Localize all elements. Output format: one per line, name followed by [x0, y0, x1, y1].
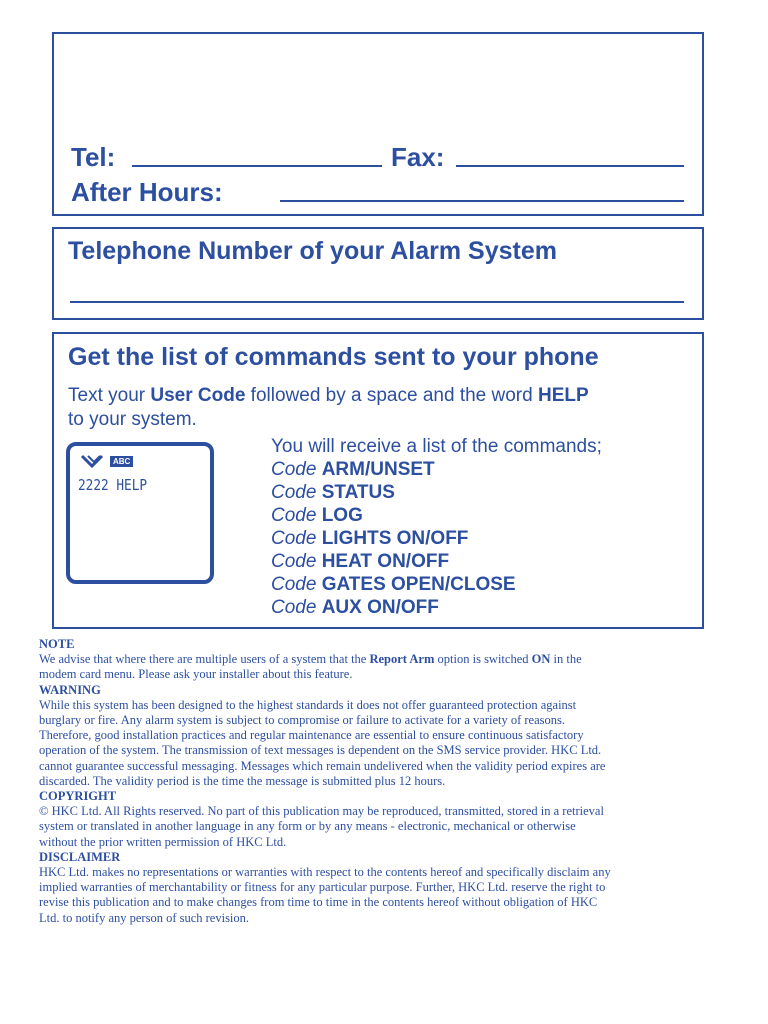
note-text: We advise that where there are multiple users of a system that the Report Arm option is switched ON in the: [39, 652, 582, 667]
disclaimer-heading: DISCLAIMER: [39, 849, 121, 864]
alarm-number-line: [70, 301, 684, 303]
warning-heading: WARNING: [39, 682, 101, 697]
disclaimer-line: revise this publication and to make changes from time to time in the contents hereof without obligation of HKC: [39, 895, 598, 910]
warning-line: While this system has been designed to the highest standards it does not offer guaranteed protection against: [39, 697, 577, 712]
warning-line: burglary or fire. Any alarm system is subject to compromise or failure to activate for a variety of reasons.: [39, 713, 565, 728]
phone-message: 2222 HELP: [78, 476, 148, 494]
disclaimer-line: implied warranties of merchantability or fitness for any particular purpose. Further, HKC Ltd. reserve the right to: [39, 880, 606, 895]
note-text-2: modem card menu. Please ask your installer about this feature.: [39, 667, 353, 682]
commands-title: Get the list of commands sent to your phone: [68, 343, 599, 371]
warning-line: cannot guarantee successful messaging. Messages which remain undelivered when the validity period expires are: [39, 758, 606, 773]
alarm-number-box: [52, 227, 704, 320]
receive-text: You will receive a list of the commands;: [271, 436, 602, 457]
commands-box: [52, 332, 704, 629]
copyright-line: without the prior written permission of HKC Ltd.: [39, 834, 287, 849]
command-item: Code LIGHTS ON/OFF: [271, 528, 469, 549]
command-item: Code LOG: [271, 505, 363, 526]
command-item: Code STATUS: [271, 482, 395, 503]
fax-line: [456, 165, 684, 167]
phone-screen: [66, 442, 214, 584]
warning-line: Therefore, good installation practices and regular maintenance are essential to ensure continuous satisfactory: [39, 728, 584, 743]
notes-section: [39, 637, 729, 926]
fax-label: Fax:: [391, 142, 445, 172]
tel-label: Tel:: [71, 142, 116, 172]
warning-line: discarded. The validity period is the time the message is submitted plus 12 hours.: [39, 773, 446, 788]
warning-line: operation of the system. The transmission of text messages is dependent on the SMS service provider. HKC Ltd.: [39, 743, 602, 758]
disclaimer-line: Ltd. to notify any person of such revision.: [39, 910, 250, 925]
instruction-line-2: to your system.: [68, 409, 197, 430]
instruction-line-1: Text your User Code followed by a space and the word HELP: [68, 385, 589, 406]
copyright-heading: COPYRIGHT: [39, 789, 117, 804]
disclaimer-line: HKC Ltd. makes no representations or warranties with respect to the contents hereof and specifically disclaim any: [39, 865, 611, 880]
command-item: Code GATES OPEN/CLOSE: [271, 574, 516, 595]
alarm-number-title: Telephone Number of your Alarm System: [68, 237, 557, 265]
copyright-line: system or translated in another language in any form or by any means - electronic, mechanical or otherwise: [39, 819, 576, 834]
abc-badge: ABC: [110, 456, 133, 467]
command-item: Code ARM/UNSET: [271, 459, 435, 480]
tel-line: [132, 165, 382, 167]
command-item: Code AUX ON/OFF: [271, 597, 439, 618]
note-heading: NOTE: [39, 637, 75, 651]
contact-box: [52, 32, 704, 216]
copyright-line: © HKC Ltd. All Rights reserved. No part of this publication may be reproduced, transmitted, stored in a retrieval: [39, 804, 604, 819]
after-hours-label: After Hours:: [71, 177, 223, 207]
signal-icon: [80, 454, 108, 468]
after-hours-line: [280, 200, 684, 202]
command-item: Code HEAT ON/OFF: [271, 551, 450, 572]
